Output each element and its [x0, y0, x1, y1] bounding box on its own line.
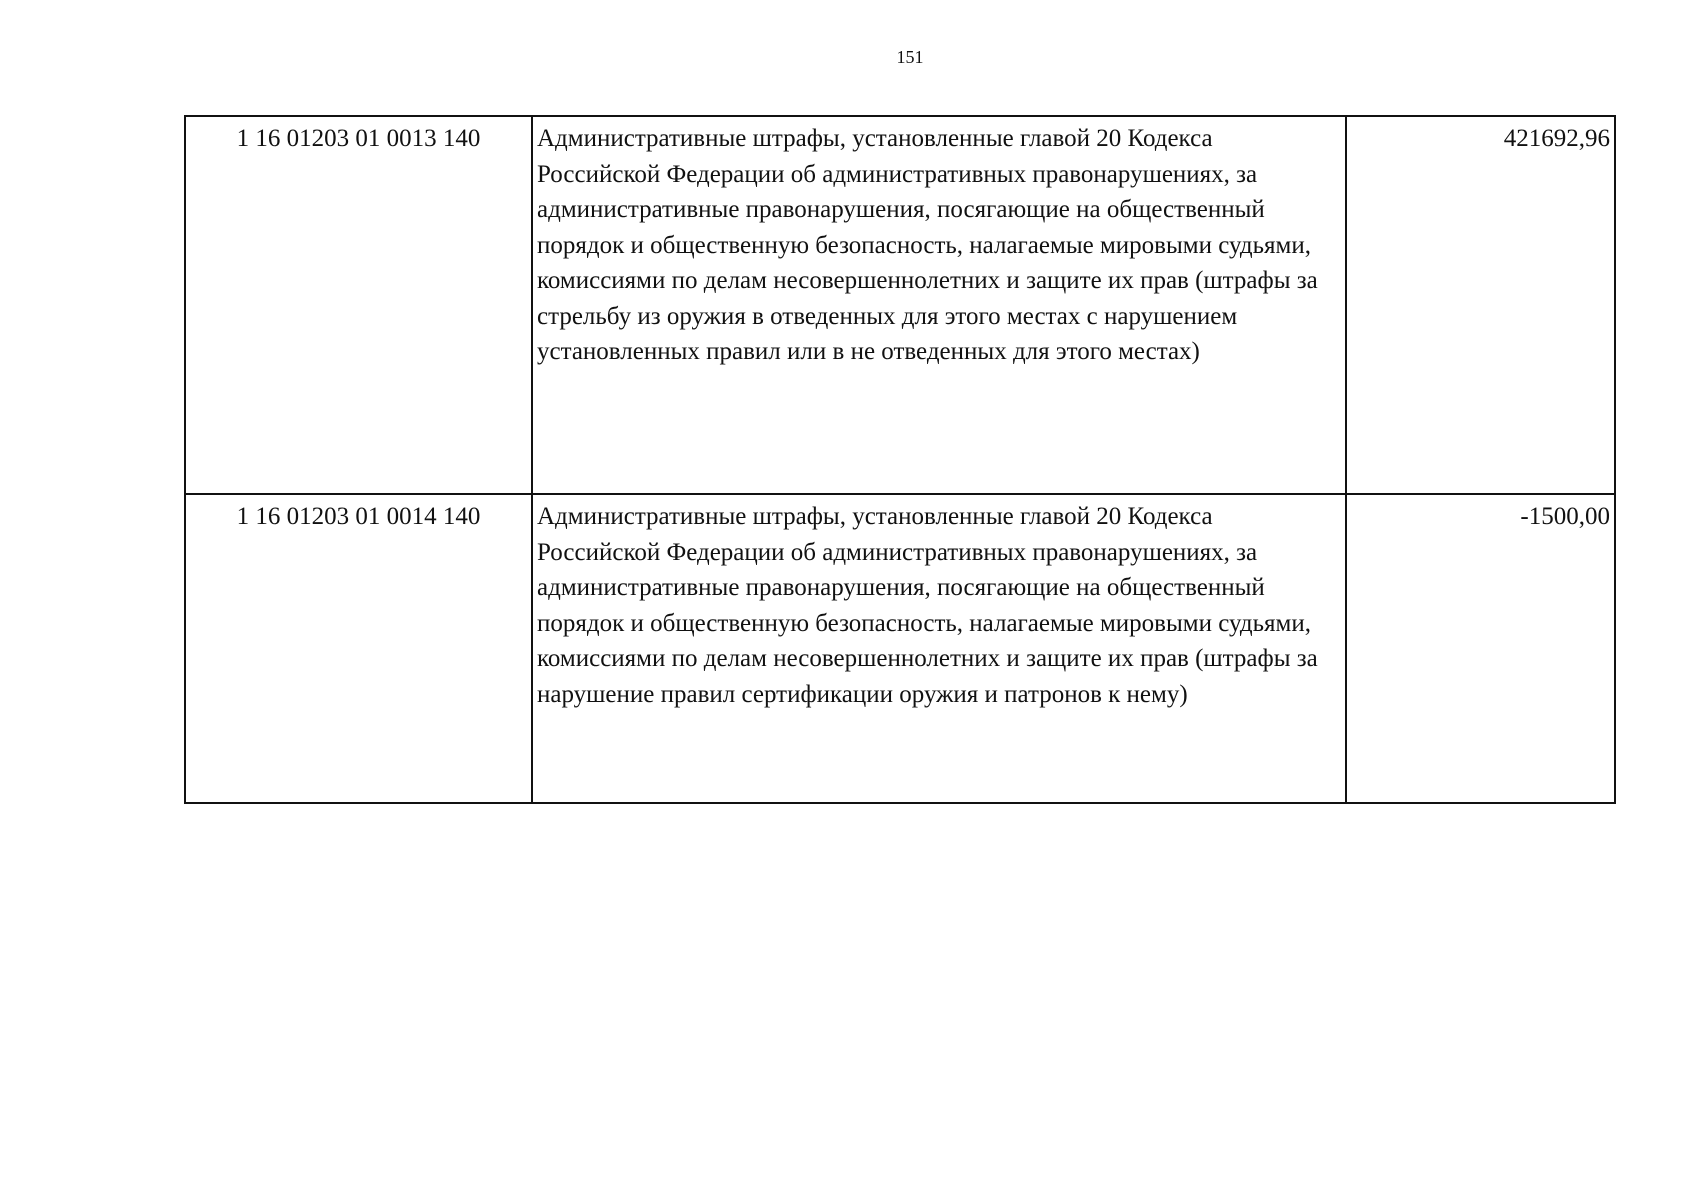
description-cell: Административные штрафы, установленные главой 20 Кодекса Российской Федерации об административных правонарушениях, за административные правонарушения, посягающие на общественный порядок и общественную безопасность, налагаемые мировыми судьями, комиссиями по делам несовершеннолетних и защите их прав (штрафы за стрельбу из оружия в отведенных для этого местах с нарушением установленных правил или в не отведенных для этого местах) — [532, 116, 1346, 494]
budget-code-cell: 1 16 01203 01 0014 140 — [185, 494, 532, 803]
description-cell: Административные штрафы, установленные главой 20 Кодекса Российской Федерации об административных правонарушениях, за административные правонарушения, посягающие на общественный порядок и общественную безопасность, налагаемые мировыми судьями, комиссиями по делам несовершеннолетних и защите их прав (штрафы за нарушение правил сертификации оружия и патронов к нему) — [532, 494, 1346, 803]
table-row — [185, 494, 1615, 803]
page-number: 151 — [896, 47, 924, 67]
budget-code-cell: 1 16 01203 01 0013 140 — [185, 116, 532, 494]
amount-cell: -1500,00 — [1346, 494, 1615, 803]
amount-cell: 421692,96 — [1346, 116, 1615, 494]
table-row — [185, 116, 1615, 494]
budget-table — [184, 115, 1616, 804]
